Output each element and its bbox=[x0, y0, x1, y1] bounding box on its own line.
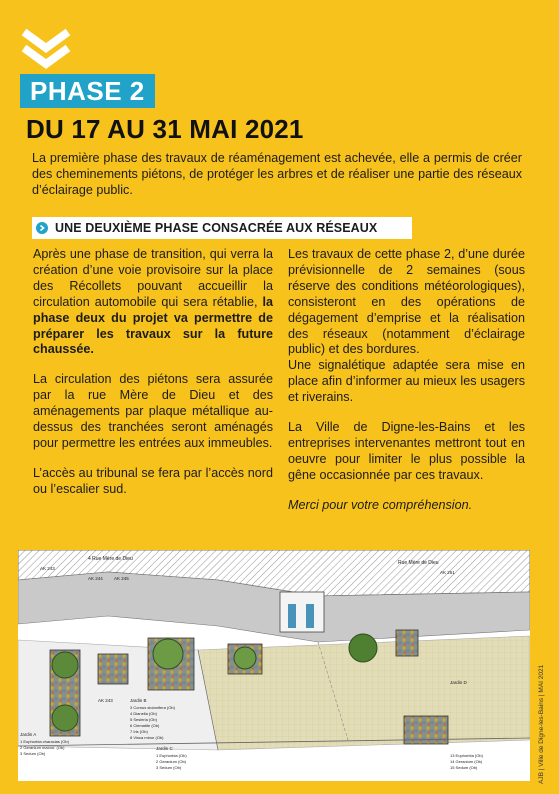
left-paragraph-3: L’accès au tribunal se fera par l’accès nord ou l’escalier sud. bbox=[33, 465, 273, 496]
phase-label: PHASE 2 bbox=[20, 74, 155, 108]
left-column bbox=[33, 247, 273, 512]
right-paragraph-3: La Ville de Digne-les-Bains et les entreprises intervenantes mettront tout en oeuvre pour limiter le plus possible la gêne occasionnée par ces travaux. bbox=[288, 420, 525, 482]
legend-b-line: 6 Clematite (Ob) bbox=[130, 723, 160, 728]
plan-label-ak-a: AK 243 bbox=[40, 566, 55, 571]
plan-label-jardin-d: Jardin D bbox=[450, 680, 467, 685]
plan-label-ak-d: AK 251 bbox=[440, 570, 455, 575]
merci-line: Merci pour votre compréhension. bbox=[288, 497, 473, 512]
date-title: DU 17 AU 31 MAI 2021 bbox=[26, 114, 304, 144]
left-paragraph-1-text: Après une phase de transition, qui verra la création d’une voie provisoire sur la place des Récollets pouvant accueillir la circulation automobile qui sera rétablie, bbox=[33, 247, 273, 309]
site-plan-drawing bbox=[18, 550, 530, 781]
left-paragraph-1-bold: la phase deux du projet va permettre de préparer les travaux sur la future chaussée. bbox=[33, 294, 273, 357]
legend-d-line: 15 Sedum (Ob) bbox=[450, 765, 478, 770]
plan-label-ak-c: AK 245 bbox=[114, 576, 129, 581]
legend-b-line: 7 Iris (Ob) bbox=[130, 729, 148, 734]
chevron-right-icon bbox=[36, 222, 48, 234]
section-heading-text: UNE DEUXIÈME PHASE CONSACRÉE AUX RÉSEAUX bbox=[55, 221, 378, 235]
plan-label-jardin-a: Jardin A bbox=[20, 732, 37, 737]
site-plan bbox=[18, 550, 530, 781]
right-paragraph-2: Une signalétique adaptée sera mise en place afin d’informer au mieux les usagers et riverains. bbox=[288, 358, 525, 405]
legend-b-line: 3 Cornus stolonifera (Ob) bbox=[130, 705, 175, 710]
legend-c-line: 1 Euphorbia (Ob) bbox=[156, 753, 187, 758]
legend-b-line: 8 Vinca minor (Ob) bbox=[130, 735, 164, 740]
plan-label-top-right: Rue Mère de Dieu bbox=[398, 560, 439, 566]
right-column bbox=[288, 247, 525, 528]
section-heading bbox=[32, 217, 412, 239]
plan-label-ak-b: AK 244 bbox=[88, 576, 103, 581]
plan-label-ak-e: AK 243 bbox=[98, 698, 113, 703]
plan-label-jardin-c: Jardin C bbox=[156, 746, 173, 751]
legend-d-line: 14 Geranium (Ob) bbox=[450, 759, 483, 764]
right-paragraph-1: Les travaux de cette phase 2, d’une durée prévisionnelle de 2 semaines (sous réserve des conditions météorologiques), consisteront en des opérations de dégagement d’emprise et la réalisation des réseaux (notamment d’éclairage public) et des bordures. bbox=[288, 247, 525, 357]
left-paragraph-2: La circulation des piétons sera assurée par la rue Mère de Dieu et des aménagements par plaque métallique au-dessus des tranchées seront aménagés pour permettre les entrées aux immeubles. bbox=[33, 372, 273, 450]
plan-label-top-left: 4 Rue Mère de Dieu bbox=[88, 556, 133, 562]
left-paragraph-1 bbox=[33, 247, 273, 358]
legend-d-line: 13 Euphorbia (Ob) bbox=[450, 753, 483, 758]
legend-a-line: 3 Sedum (Ob) bbox=[20, 751, 46, 756]
legend-b-line: 5 Sesleria (Ob) bbox=[130, 717, 157, 722]
double-chevron-down-icon bbox=[20, 26, 72, 70]
legend-c-line: 2 Geranium (Ob) bbox=[156, 759, 187, 764]
intro-paragraph: La première phase des travaux de réaménagement est achevée, elle a permis de créer des cheminements piétons, de protéger les arbres et de réaliser une partie des réseaux d’éclairage public. bbox=[32, 151, 522, 197]
legend-a-line: 1 Euphorbia characias (Ob) bbox=[20, 739, 69, 744]
legend-a-line: 2 Geranium macror. (Ob) bbox=[20, 745, 65, 750]
legend-c-line: 3 Sedum (Ob) bbox=[156, 765, 182, 770]
side-credit: AJB | Ville de Digne-les-Bains | MAI 2021 bbox=[538, 664, 545, 784]
plan-label-jardin-b: Jardin B bbox=[130, 698, 147, 703]
legend-b-line: 4 Dianella (Ob) bbox=[130, 711, 157, 716]
